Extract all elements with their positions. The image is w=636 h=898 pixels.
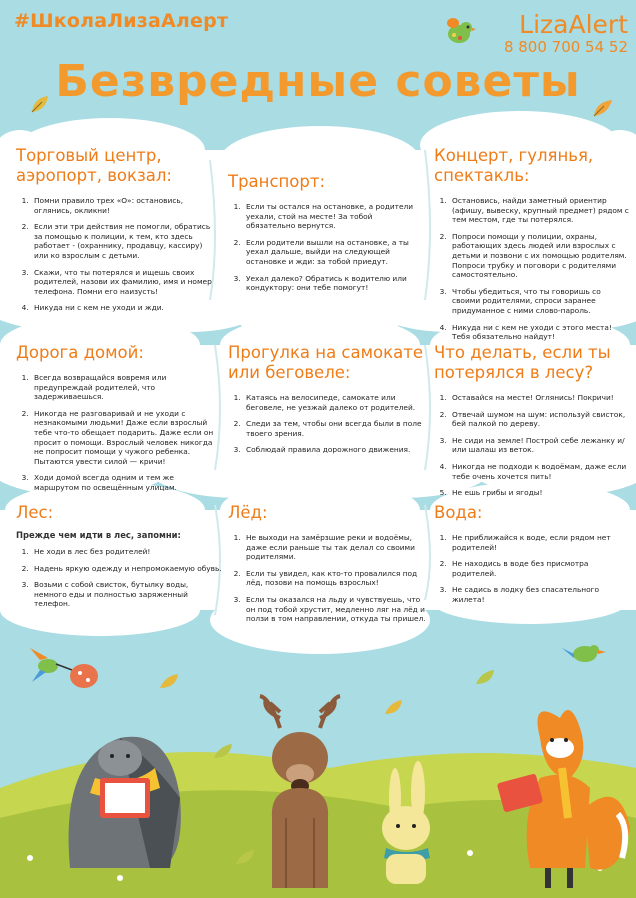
list-item: 3. Не сиди на земле! Построй себе лежанку и/или шалаш из веток. [449, 436, 630, 455]
brand-name: LizaAlert [519, 10, 628, 39]
list-item: 1. Не выходи на замёрзшие реки и водоёмы, даже если раньше ты так делал со своими родителями. [243, 533, 428, 562]
beetle-illustration [70, 664, 98, 688]
list-item: 1. Если ты остался на остановке, а родители уехали, стой на месте! За тобой обязательно вернутся. [243, 202, 424, 231]
section-lost-in-forest [434, 343, 630, 505]
section-title: Концерт, гулянья, спектакль: [434, 146, 594, 185]
list-item: 2. Никогда не разговаривай и не уходи с незнакомыми людьми! Даже если взрослый тебе что-то обещает подарить. Даже если он просит о помощи. Взрослый человек никогда не попросит помощи у чужого ребенка. Пытаются увести силой — кричи! [31, 409, 220, 467]
section-mall [16, 146, 216, 320]
section-forest [16, 503, 222, 616]
list-item: 3. Не садись в лодку без спасательного жилета! [449, 585, 630, 604]
section-title: Лес: [16, 503, 54, 522]
list-item: 4. Никуда ни с кем не уходи с этого места! Тебя обязательно найдут! [449, 323, 630, 342]
bird-logo-icon [442, 14, 476, 48]
page-title: Безвредные советы [55, 56, 581, 107]
section-title: Прогулка на самокате или беговеле: [228, 343, 423, 382]
section-concert [434, 146, 630, 349]
list-item: 1. Всегда возвращайся вовремя или предупреждай родителей, что задерживаешься. [31, 373, 220, 402]
leaf-icon [30, 94, 50, 114]
list-item: 1. Остановись, найди заметный ориентир (афишу, вывеску, крупный предмет) рядом с тем местом, где ты потерялся. [449, 196, 630, 225]
section-title: Лёд: [228, 503, 268, 522]
list-item: 4. Никуда ни с кем не уходи и жди. [31, 303, 216, 313]
list-item: 3. Скажи, что ты потерялся и ищешь своих родителей, назови их фамилию, имя и номер телефона. Помни его наизусть! [31, 268, 216, 297]
list-item: 3. Ходи домой всегда одним и тем же маршрутом по освещённым улицам. [31, 473, 220, 492]
list-item: 2. Попроси помощи у полиции, охраны, работающих здесь людей или взрослых с детьми и позвони с их помощью родителям. Попроси трубку и поговори с родителями самостоятельно. [449, 232, 630, 280]
list-item: 2. Если родители вышли на остановке, а ты уехал дальше, выйди на следующей остановке и жди: за тобой приедут. [243, 238, 424, 267]
section-ice [228, 503, 428, 631]
section-way-home [16, 343, 220, 500]
list-item: 3. Если ты оказался на льду и чувствуешь, что он под тобой хрустит, медленно ляг на лёд и ползи в том направлении, откуда ты пришел. [243, 595, 428, 624]
list-item: 2. Отвечай шумом на шум: используй свисток, бей палкой по дереву. [449, 410, 630, 429]
hedgehog-illustration [69, 737, 181, 868]
section-title: Что делать, если ты потерялся в лесу? [434, 343, 611, 382]
section-title: Дорога домой: [16, 343, 144, 362]
list-item: 1. Помни правило трех «О»: остановись, оглянись, окликни! [31, 196, 216, 215]
list-item: 3. Уехал далеко? Обратись к водителю или кондуктору: они тебе помогут! [243, 274, 424, 293]
illustration-scene [0, 618, 636, 898]
list-item: 1. Не приближайся к воде, если рядом нет родителей! [449, 533, 630, 552]
section-title: Торговый центр, аэропорт, вокзал: [16, 146, 172, 185]
section-water [434, 503, 630, 612]
section-scooter [228, 343, 426, 462]
list-item: 3. Возьми с собой свисток, бутылку воды, немного еды и полностью заряженный телефон. [31, 580, 222, 609]
list-item: 1. Катаясь на велосипеде, самокате или беговеле, не уезжай далеко от родителей. [243, 393, 426, 412]
list-item: 1. Оставайся на месте! Оглянись! Покричи! [449, 393, 630, 403]
brand [504, 12, 628, 56]
list-item: 2. Надень яркую одежду и непромокаемую обувь. [31, 564, 222, 574]
section-title: Транспорт: [228, 172, 326, 191]
section-title: Вода: [434, 503, 483, 522]
brand-phone: 8 800 700 54 52 [503, 38, 628, 56]
hashtag: #ШколаЛизаАлерт [14, 10, 229, 32]
list-item: 2. Следи за тем, чтобы они всегда были в поле твоего зрения. [243, 419, 426, 438]
section-subtitle: Прежде чем идти в лес, запомни: [16, 530, 181, 540]
list-item: 3. Соблюдай правила дорожного движения. [243, 445, 426, 455]
hummingbird-illustration [30, 648, 72, 682]
leaf-icon [592, 98, 614, 118]
list-item: 1. Не ходи в лес без родителей! [31, 547, 222, 557]
list-item: 5. Не ешь грибы и ягоды! [449, 488, 630, 498]
list-item: 3. Чтобы убедиться, что ты говоришь со своими родителями, спроси заранее придуманное с ними слово-пароль. [449, 287, 630, 316]
list-item: 2. Не находись в воде без присмотра родителей. [449, 559, 630, 578]
bird-illustration [562, 645, 606, 662]
list-item: 2. Если эти три действия не помогли, обратись за помощью к полиции, к тем, кто здесь работает - (охраннику, продавцу, кассиру) или ко взрослым с детьми. [31, 222, 216, 260]
list-item: 4. Никогда не подходи к водоёмам, даже если тебе очень хочется пить! [449, 462, 630, 481]
section-transport [228, 172, 424, 300]
list-item: 2. Если ты увидел, как кто-то провалился под лёд, позови на помощь взрослых! [243, 569, 428, 588]
